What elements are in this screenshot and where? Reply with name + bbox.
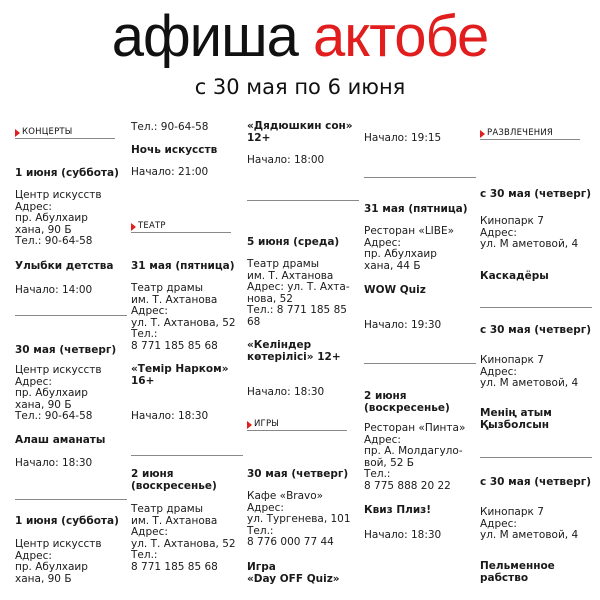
event-venue: Центр искусств Адрес: пр. Абулхаир хана, 90 Б Тел.: 90-64-58 <box>15 189 102 247</box>
date-range: с 30 мая по 6 июня <box>194 75 406 99</box>
event-start: Начало: 18:30 <box>15 457 93 469</box>
event-title: Игра «Day OFF Quiz» <box>247 561 340 585</box>
event-venue: Кафе «Bravo» Адрес: ул. Тургенева, 101 Тел.: 8 776 000 77 44 <box>247 490 351 548</box>
separator <box>480 307 592 308</box>
event-venue: Ресторан «LIBE» Адрес: пр. Абулхаир хана, 44 Б <box>364 225 455 272</box>
title-word-afisha: афиша <box>111 4 298 69</box>
separator <box>15 315 127 316</box>
event-date: 1 июня (суббота) <box>15 167 119 179</box>
event-start: Начало: 18:30 <box>247 386 325 398</box>
event-title: «Келіндер көтерілісі» 12+ <box>247 339 341 363</box>
event-start: Начало: 14:00 <box>15 284 93 296</box>
event-start: Начало: 21:00 <box>131 166 209 178</box>
poster-title <box>0 4 600 70</box>
event-phone: Тел.: 90-64-58 <box>131 121 209 133</box>
separator <box>480 457 592 458</box>
event-start: Начало: 19:30 <box>364 319 442 331</box>
event-start: Начало: 18:30 <box>364 529 442 541</box>
event-date: с 30 мая (четверг) <box>480 188 591 200</box>
separator <box>364 363 476 364</box>
event-date: 2 июня (воскресенье) <box>364 390 450 414</box>
section-marker-icon <box>15 129 20 137</box>
event-date: 1 июня (суббота) <box>15 515 119 527</box>
event-title: Менің атым Қызболсын <box>480 407 552 431</box>
section-entertainment <box>480 128 592 140</box>
section-concerts <box>15 127 127 139</box>
event-venue: Театр драмы им. Т. Ахтанова Адрес: ул. Т. Ахтанова, 52 Тел.: 8 771 185 85 68 <box>131 503 236 573</box>
event-venue: Кинопарк 7 Адрес: ул. М аметовой, 4 <box>480 506 579 541</box>
event-title: Ночь искусств <box>131 144 218 156</box>
separator <box>15 499 127 500</box>
separator <box>364 177 476 178</box>
separator <box>247 200 359 201</box>
event-venue: Кинопарк 7 Адрес: ул. М аметовой, 4 <box>480 215 579 250</box>
event-title: Квиз Плиз! <box>364 504 432 516</box>
event-title: «Темір Нарком» 16+ <box>131 363 229 387</box>
event-title: Улыбки детства <box>15 260 114 272</box>
event-title: Пельменное рабство <box>480 560 555 584</box>
section-marker-icon <box>247 421 252 429</box>
section-marker-icon <box>480 130 485 138</box>
event-start: Начало: 19:15 <box>364 132 442 144</box>
section-marker-icon <box>131 223 136 231</box>
event-date: с 30 мая (четверг) <box>480 324 591 336</box>
event-title: Каскадёры <box>480 270 549 282</box>
event-date: с 30 мая (четверг) <box>480 476 591 488</box>
separator <box>131 455 243 456</box>
event-date: 30 мая (четверг) <box>247 468 349 480</box>
section-label: РАЗВЛЕЧЕНИЯ <box>487 128 554 138</box>
event-date: 5 июня (среда) <box>247 236 340 248</box>
event-venue: Ресторан «Пинта» Адрес: пр. А. Молдагуло- вой, 52 Б Тел.: 8 775 888 20 22 <box>364 422 466 492</box>
event-start: Начало: 18:30 <box>131 410 209 422</box>
section-label: ИГРЫ <box>254 419 279 429</box>
event-date: 2 июня (воскресенье) <box>131 468 217 492</box>
title-word-city: актобе <box>313 4 489 69</box>
section-theatre <box>131 221 243 233</box>
event-venue: Центр искусств Адрес: пр. Абулхаир хана, 90 Б <box>15 538 102 585</box>
section-label: КОНЦЕРТЫ <box>22 127 73 137</box>
event-start: Начало: 18:00 <box>247 154 325 166</box>
event-date: 30 мая (четверг) <box>15 344 117 356</box>
section-games <box>247 419 359 431</box>
section-label: ТЕАТР <box>138 221 166 231</box>
event-venue: Театр драмы им. Т. Ахтанова Адрес: ул. Т. Ахтанова, 52 Тел.: 8 771 185 85 68 <box>131 282 236 352</box>
event-title: WOW Quiz <box>364 284 426 296</box>
event-venue: Театр драмы им. Т. Ахтанова Адрес: ул. Т. Ахта- нова, 52 Тел.: 8 771 185 85 68 <box>247 258 350 328</box>
event-venue: Кинопарк 7 Адрес: ул. М аметовой, 4 <box>480 354 579 389</box>
event-title: «Дядюшкин сон» 12+ <box>247 120 353 144</box>
event-title: Алаш аманаты <box>15 434 106 446</box>
event-venue: Центр искусств Адрес: пр. Абулхаир хана, 90 Б Тел.: 90-64-58 <box>15 364 102 422</box>
event-date: 31 мая (пятница) <box>131 260 235 272</box>
event-date: 31 мая (пятница) <box>364 203 468 215</box>
